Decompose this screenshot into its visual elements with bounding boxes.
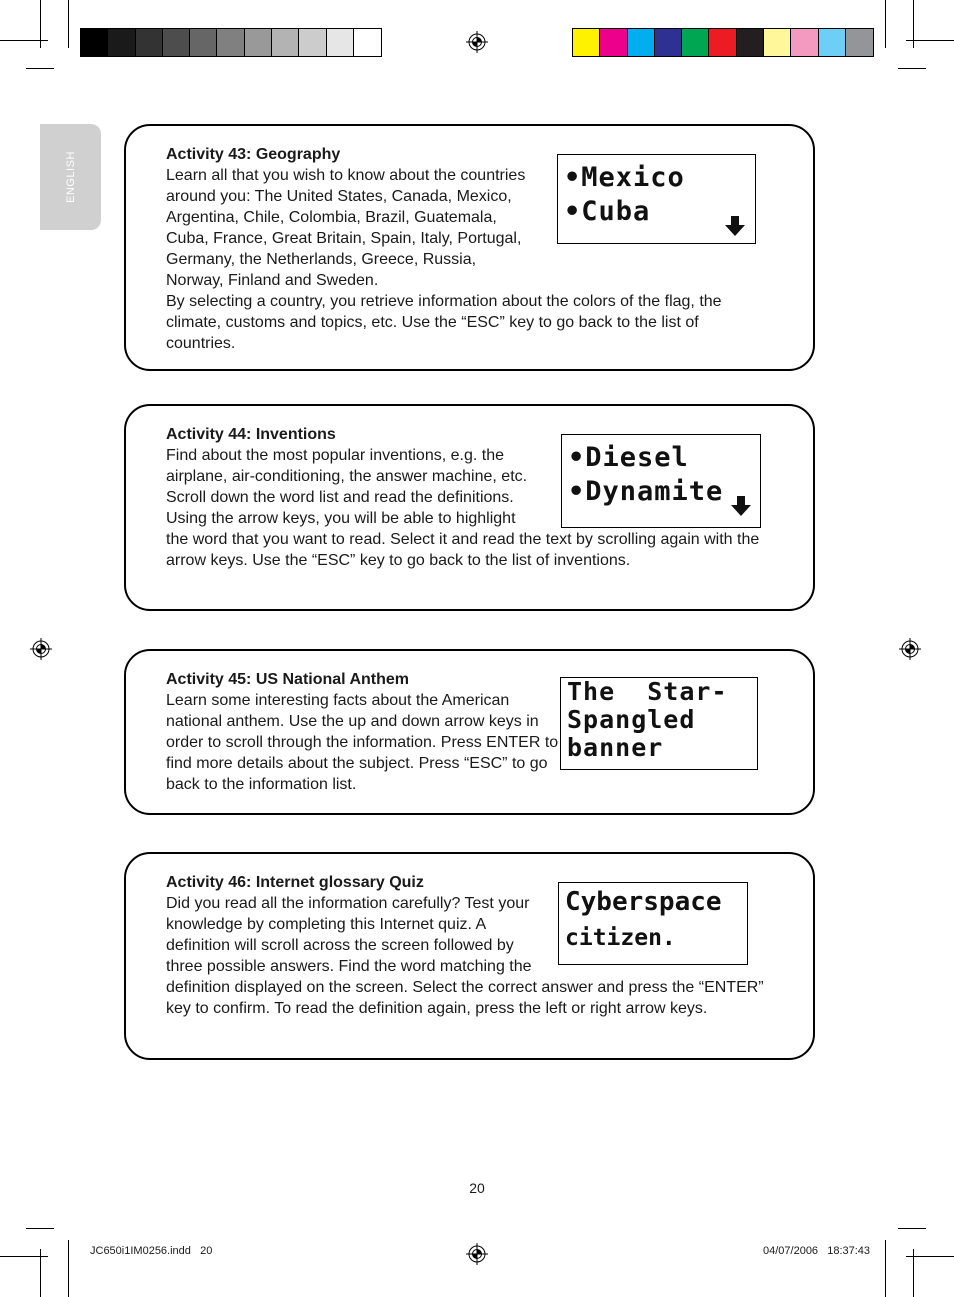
crop-mark xyxy=(0,40,48,41)
crop-mark xyxy=(26,1228,54,1229)
lcd-screen xyxy=(560,677,758,770)
activity-box-46 xyxy=(124,852,815,1060)
color-swatch xyxy=(136,29,163,56)
down-arrow-icon xyxy=(724,215,746,237)
registration-mark-icon xyxy=(30,638,52,660)
color-swatch xyxy=(327,29,354,56)
activity-title: Activity 44: Inventions xyxy=(166,426,336,443)
activity-box-45 xyxy=(124,649,815,815)
color-swatch xyxy=(764,29,791,56)
activity-title: Activity 43: Geography xyxy=(166,146,341,163)
crop-mark xyxy=(906,1256,954,1257)
crop-mark xyxy=(906,40,954,41)
color-swatch xyxy=(846,29,873,56)
file-slug: JC650i1IM0256.indd 20 xyxy=(90,1245,213,1257)
grayscale-color-bar xyxy=(80,28,382,57)
process-color-bar xyxy=(572,28,874,57)
lcd-line: banner xyxy=(567,733,664,762)
crop-mark xyxy=(0,1256,48,1257)
color-swatch xyxy=(354,29,381,56)
activity-description: Did you read all the information carefully? Test your knowledge by completing this Internet quiz. A definition will scroll across the screen followed by three possible answers. Find the word matching the definition displayed on the screen. Select the correct answer and press the “ENTER” key to confirm. To read the definition again, press the left or right arrow keys. xyxy=(166,895,764,1017)
color-swatch xyxy=(655,29,682,56)
color-swatch xyxy=(190,29,217,56)
lcd-screen xyxy=(561,434,761,528)
color-swatch xyxy=(819,29,846,56)
activity-instructions: Using the arrow keys, you will be able to highlight the word that you want to read. Select it and read the text by scrolling again with the arrow keys. Use the “ESC” key to go back to the list of inventions. xyxy=(166,510,760,569)
color-swatch xyxy=(682,29,709,56)
color-swatch xyxy=(163,29,190,56)
color-swatch xyxy=(245,29,272,56)
registration-mark-icon xyxy=(899,638,921,660)
color-swatch xyxy=(709,29,736,56)
color-swatch xyxy=(81,29,108,56)
date-slug: 04/07/2006 18:37:43 xyxy=(763,1245,871,1257)
activity-title: Activity 46: Internet glossary Quiz xyxy=(166,874,424,891)
activity-text xyxy=(166,669,561,795)
language-side-tab xyxy=(40,124,101,230)
lcd-line: •Diesel xyxy=(568,442,689,473)
lcd-line: •Cuba xyxy=(564,196,651,227)
lcd-line: Spangled xyxy=(567,705,696,734)
activity-description: Learn some interesting facts about the American national anthem. Use the up and down arrow keys in order to scroll through the information. Press ENTER to find more details about the subject. Press “ESC” to go back to the information list. xyxy=(166,692,559,793)
lcd-line: Cyberspace xyxy=(565,887,722,917)
crop-mark xyxy=(898,68,926,69)
color-swatch xyxy=(737,29,764,56)
crop-mark xyxy=(885,1240,886,1297)
lcd-line: citizen. xyxy=(565,925,676,951)
lcd-line: •Mexico xyxy=(564,162,685,193)
registration-mark-icon xyxy=(466,31,488,53)
down-arrow-icon xyxy=(730,495,752,517)
crop-mark xyxy=(68,1240,69,1297)
language-tab-label: ENGLISH xyxy=(64,151,77,203)
color-swatch xyxy=(108,29,135,56)
crop-mark xyxy=(885,0,886,48)
registration-mark-icon xyxy=(466,1243,488,1265)
lcd-line: The Star- xyxy=(567,677,728,706)
activity-description: Learn all that you wish to know about the countries around you: The United States, Canada, Mexico, Argentina, Chile, Colombia, Brazil, Guatemala, Cuba, France, Great Britain, Spain, Italy, Portugal, Germany, the Netherlands, Greece, Russia, Norway, Finland and Sweden. xyxy=(166,167,526,289)
activity-instructions: By selecting a country, you retrieve information about the colors of the flag, the climate, customs and topics, etc. Use the “ESC” key to go back to the list of countries. xyxy=(166,293,722,352)
color-swatch xyxy=(299,29,326,56)
activity-title: Activity 45: US National Anthem xyxy=(166,671,410,688)
color-swatch xyxy=(628,29,655,56)
lcd-screen xyxy=(558,882,748,965)
activity-box-44 xyxy=(124,404,815,611)
page-number: 20 xyxy=(469,1180,485,1196)
color-swatch xyxy=(600,29,627,56)
crop-mark xyxy=(898,1228,926,1229)
color-swatch xyxy=(217,29,244,56)
lcd-screen xyxy=(557,154,756,244)
color-swatch xyxy=(573,29,600,56)
crop-mark xyxy=(26,68,54,69)
activity-box-43 xyxy=(124,124,815,371)
color-swatch xyxy=(272,29,299,56)
color-swatch xyxy=(791,29,818,56)
activity-description: Find about the most popular inventions, e.g. the airplane, air-conditioning, the answer machine, etc. Scroll down the word list and read the definitions. xyxy=(166,447,528,506)
lcd-line: •Dynamite xyxy=(568,476,724,507)
crop-mark xyxy=(68,0,69,48)
